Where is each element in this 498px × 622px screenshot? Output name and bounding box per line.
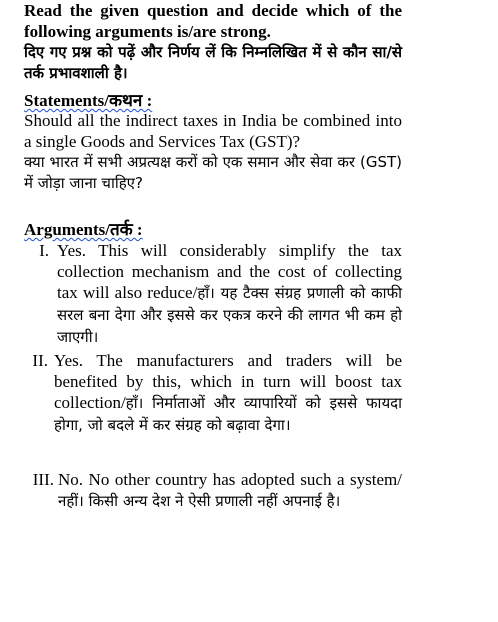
argument-body [54,350,402,436]
argument-body [58,469,402,512]
argument-hindi: हाँ। निर्माताओं और व्यापारियों को इससे फायदा होगा, जो बदले में कर संग्रह को बढ़ावा देगा। [54,394,402,434]
argument-numeral: II. [32,351,48,370]
statements-heading-text: Statements/कथन : [24,91,153,110]
arguments-heading [24,219,402,240]
argument-hindi: हाँ। यह टैक्स संग्रह प्रणाली को काफी सरल बना देगा और इससे कर एकत्र करने की लागत भी कम हो जाएगी। [57,284,402,346]
statement-english: Should all the indirect taxes in India be combined into a single Goods and Services Tax (GST)? [24,111,402,151]
argument-text [58,469,402,512]
arguments-heading-text: Arguments/तर्क : [24,220,143,239]
argument-text [57,240,402,348]
statements-heading-block [24,90,402,111]
argument-english: Yes. This will considerably simplify the tax collection mechanism and the cost of collecting tax will also reduce/ [57,241,402,302]
question-hindi: दिए गए प्रश्न को पढ़ें और निर्णय लें कि निम्नलिखित में से कौन सा/से तर्क प्रभावशाली है। [24,43,402,82]
argument-text [54,350,402,436]
argument-english: No. No other country has adopted such a system/ [58,470,402,489]
question-block [24,0,402,84]
statement-hindi: क्या भारत में सभी अप्रत्यक्ष करों को एक समान और सेवा कर (GST) में जोड़ा जाना चाहिए? [24,153,402,192]
argument-english: Yes. The manufacturers and traders will be benefited by this, which in turn will boost tax collection/ [54,351,402,412]
argument-numeral: I. [39,241,49,260]
statements-heading [24,90,402,111]
arguments-heading-block [24,219,402,240]
question-english: Read the given question and decide which of the following arguments is/are strong. [24,1,402,41]
statement-block [24,110,402,194]
argument-numeral: III. [32,470,54,489]
argument-hindi: नहीं। किसी अन्य देश ने ऐसी प्रणाली नहीं अपनाई है। [58,492,341,510]
argument-body [57,240,402,348]
